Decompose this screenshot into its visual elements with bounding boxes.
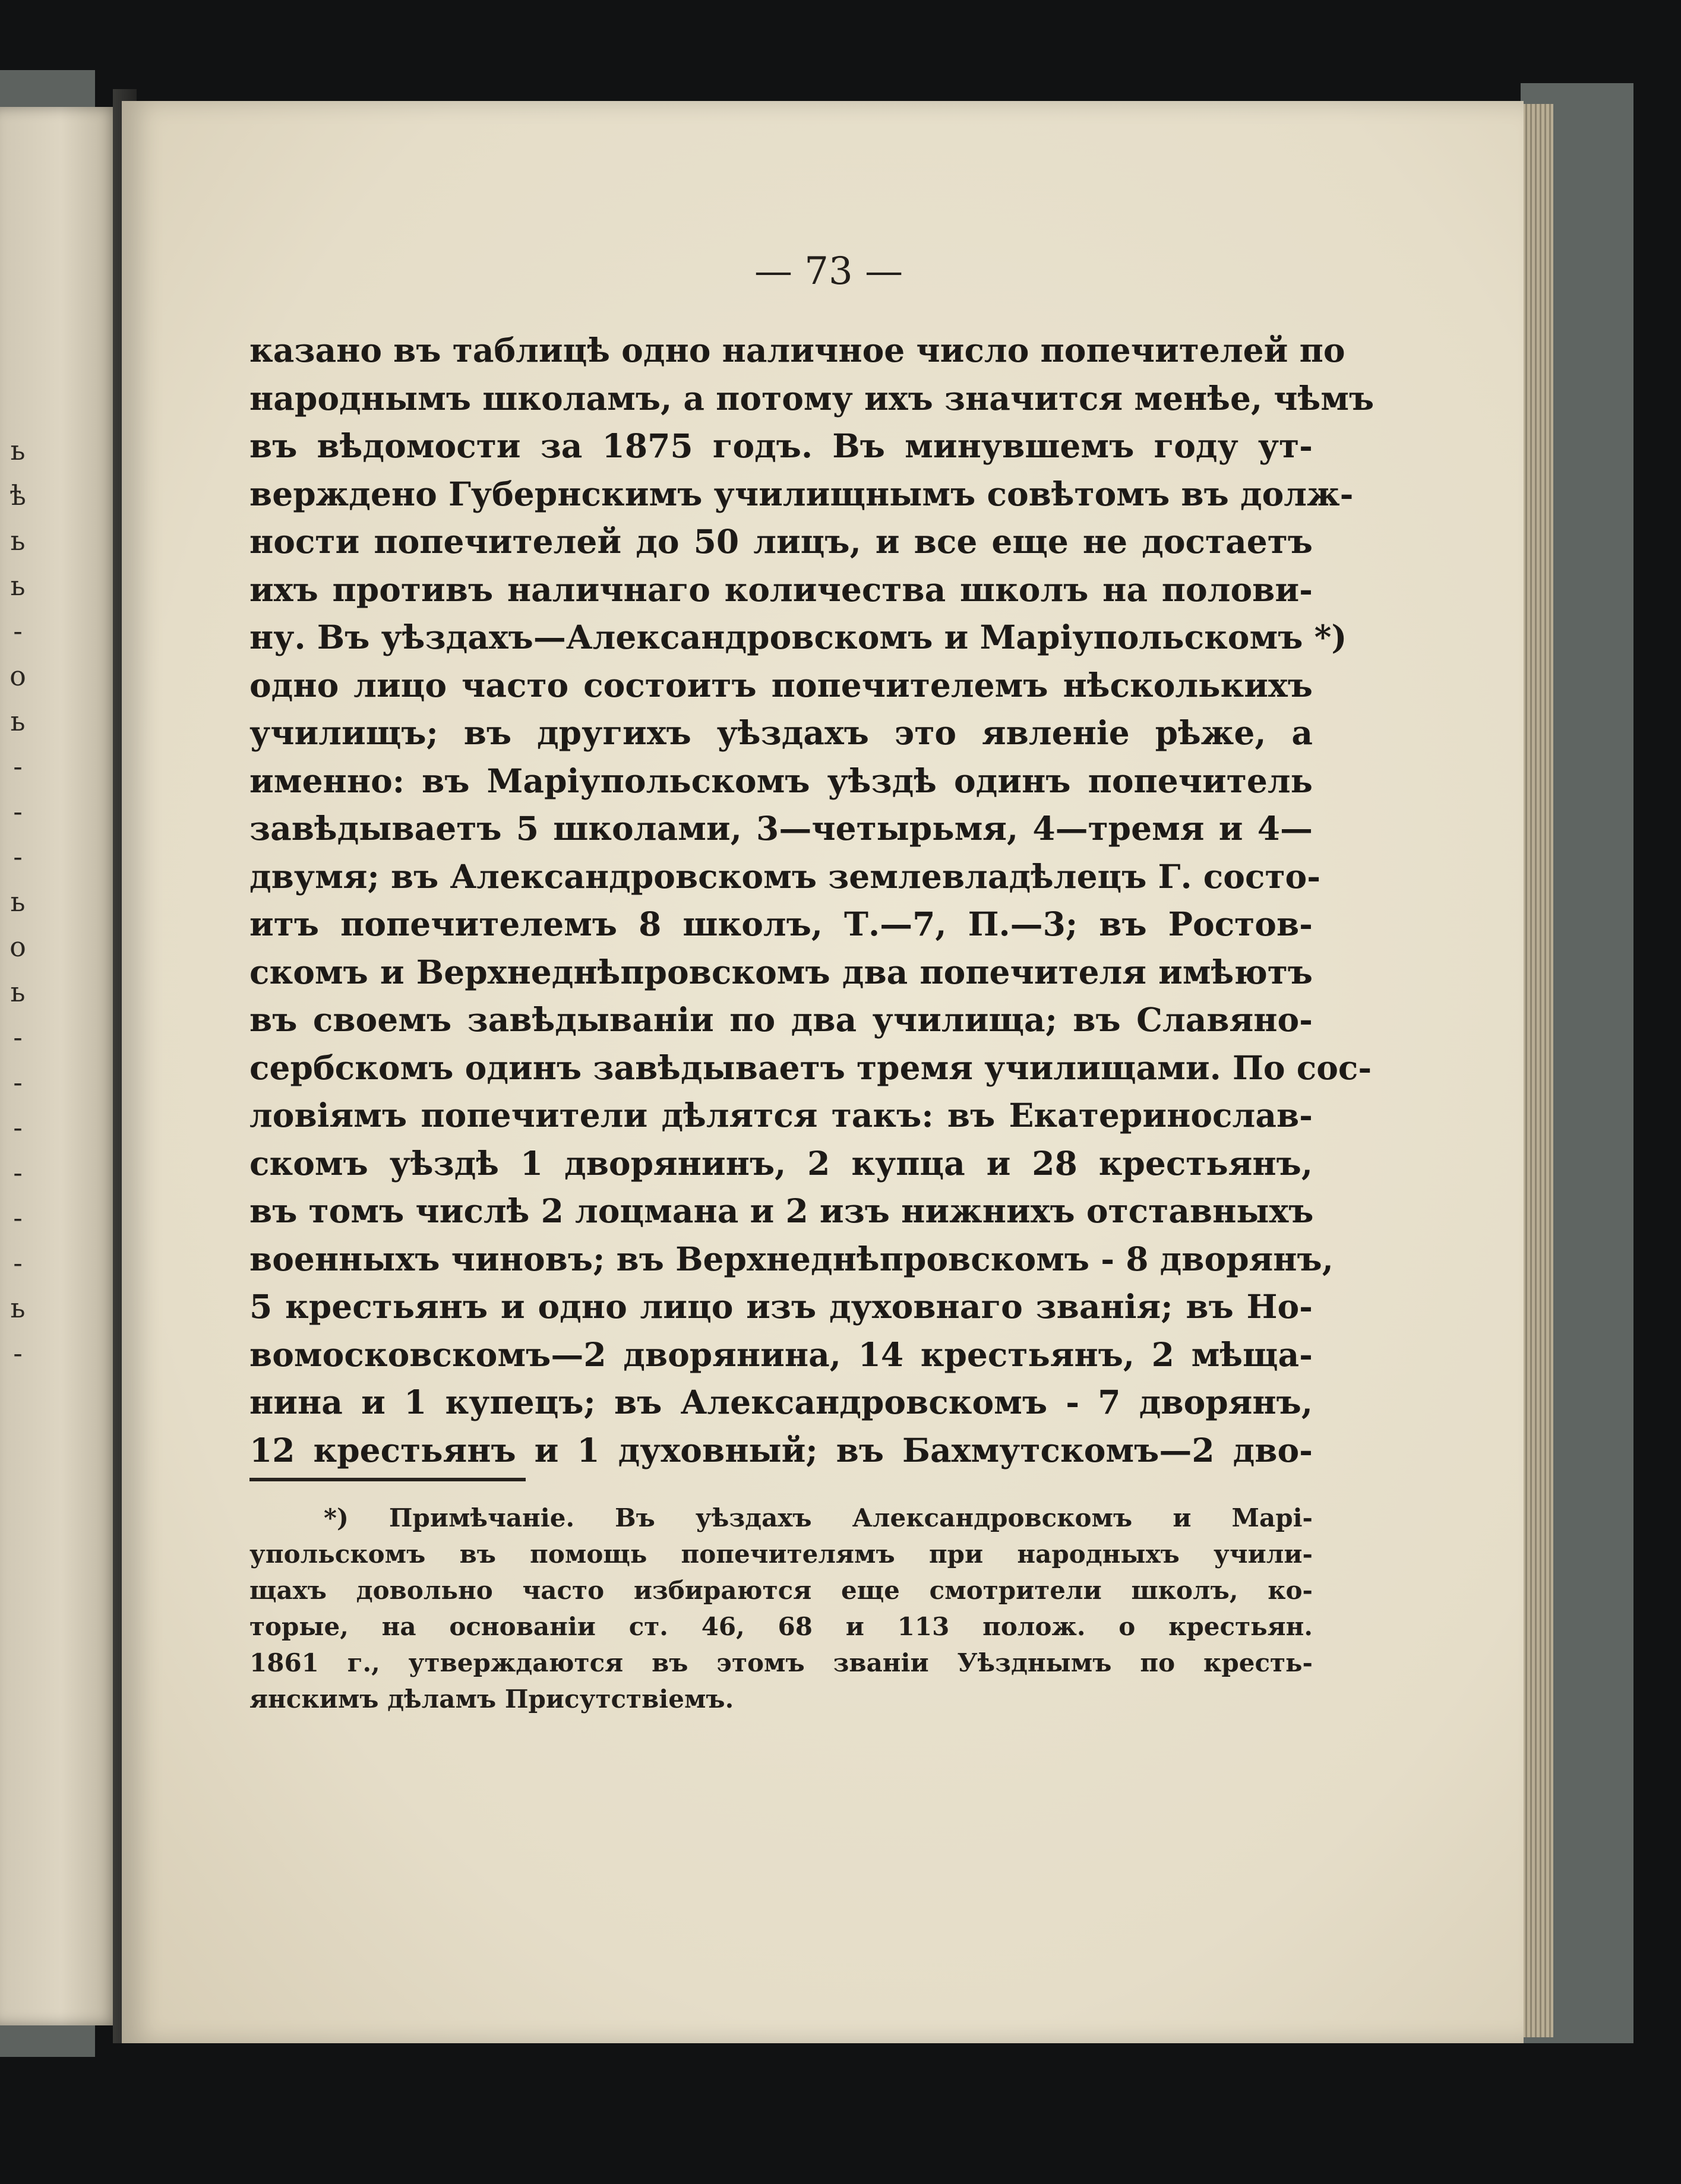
previous-page-fragment: -: [13, 1021, 23, 1053]
body-line: ну. Въ уѣздахъ—Александровскомъ и Маріупольскомъ *): [249, 618, 1347, 656]
body-line: итъ попечителемъ 8 школъ, Т.—7, П.—3; въ Ростов-: [249, 905, 1313, 943]
body-line: сербскомъ одинъ завѣдываетъ тремя училищами. По сос-: [249, 1048, 1372, 1087]
previous-page-fragment: -: [13, 1247, 23, 1279]
previous-page-fragment: -: [13, 615, 23, 647]
footnote-line: 1861 г., утверждаются въ этомъ званіи Уѣзднымъ по кресть-: [249, 1648, 1313, 1677]
previous-page-fragment: -: [13, 1111, 23, 1143]
footnote-divider: [249, 1478, 526, 1481]
previous-page-fragment: ь: [10, 1292, 26, 1324]
footnote-line: упольскомъ въ помощь попечителямъ при народныхъ учили-: [249, 1540, 1313, 1569]
body-line: казано въ таблицѣ одно наличное число попечителей по: [249, 331, 1345, 369]
previous-page-fragment: ь: [10, 976, 26, 1008]
previous-page-fragment: ь: [10, 705, 26, 737]
body-text: [249, 327, 1374, 1474]
body-line: ности попечителей до 50 лицъ, и все еще не достаетъ: [249, 522, 1313, 561]
previous-page-fragment: -: [13, 1337, 23, 1369]
previous-page-fragment: ь: [10, 886, 26, 918]
body-line: 5 крестьянъ и одно лицо изъ духовнаго званія; въ Но-: [249, 1287, 1313, 1326]
body-line: вомосковскомъ—2 дворянина, 14 крестьянъ, 2 мѣща-: [249, 1335, 1313, 1374]
previous-page-fragment: -: [13, 1066, 23, 1098]
previous-page-fragment: -: [13, 795, 23, 827]
body-line: ихъ противъ наличнаго количества школъ на полови-: [249, 570, 1313, 609]
body-line: завѣдываетъ 5 школами, 3—четырьмя, 4—тремя и 4—: [249, 809, 1313, 848]
body-line: въ томъ числѣ 2 лоцмана и 2 изъ нижнихъ отставныхъ: [249, 1191, 1314, 1230]
previous-page-fragment: ѣ: [10, 479, 26, 511]
previous-page-fragment: о: [10, 931, 26, 963]
footnote-line: *) Примѣчаніе. Въ уѣздахъ Александровскомъ и Марі-: [324, 1503, 1313, 1532]
previous-page-fragment: о: [10, 660, 26, 692]
body-line: двумя; въ Александровскомъ землевладѣлецъ Г. состо-: [249, 856, 1321, 896]
body-line: верждено Губернскимъ училищнымъ совѣтомъ въ долж-: [249, 474, 1354, 513]
body-line: нина и 1 купецъ; въ Александровскомъ - 7 дворянъ,: [249, 1383, 1313, 1421]
body-line: одно лицо часто состоитъ попечителемъ нѣсколькихъ: [249, 665, 1313, 704]
body-line: народнымъ школамъ, а потому ихъ значится менѣе, чѣмъ: [249, 378, 1374, 418]
body-line: въ вѣдомости за 1875 годъ. Въ минувшемъ году ут-: [249, 426, 1313, 465]
previous-page-fragments: [0, 428, 36, 1376]
body-line: ловіямъ попечители дѣлятся такъ: въ Екатеринослав-: [249, 1096, 1313, 1134]
previous-page-fragment: -: [13, 750, 23, 782]
previous-page-fragment: -: [13, 840, 23, 873]
previous-page-fragment: ь: [10, 434, 26, 466]
body-line: именно: въ Маріупольскомъ уѣздѣ одинъ попечитель: [249, 761, 1313, 800]
body-line: училищъ; въ другихъ уѣздахъ это явленіе рѣже, а: [249, 713, 1313, 752]
page-number: — 73 —: [754, 249, 903, 293]
footnote: [249, 1500, 1313, 1717]
previous-page-edge: [0, 107, 122, 2025]
footnote-line: торые, на основаніи ст. 46, 68 и 113 полож. о крестьян.: [249, 1612, 1313, 1641]
body-line: скомъ и Верхнеднѣпровскомъ два попечителя имѣютъ: [249, 952, 1313, 991]
book-page: [122, 101, 1524, 2043]
previous-page-fragment: ь: [10, 524, 26, 557]
body-line: въ своемъ завѣдываніи по два училища; въ Славяно-: [249, 1000, 1313, 1039]
footnote-line: янскимъ дѣламъ Присутствіемъ.: [249, 1684, 734, 1714]
previous-page-fragment: ь: [10, 570, 26, 602]
body-line: скомъ уѣздѣ 1 дворянинъ, 2 купца и 28 крестьянъ,: [249, 1143, 1313, 1183]
previous-page-fragment: -: [13, 1202, 23, 1234]
previous-page-fragment: -: [13, 1156, 23, 1189]
footnote-line: щахъ довольно часто избираются еще смотрители школъ, ко-: [249, 1576, 1313, 1605]
body-line: военныхъ чиновъ; въ Верхнеднѣпровскомъ - 8 дворянъ,: [249, 1239, 1334, 1278]
body-line: 12 крестьянъ и 1 духовный; въ Бахмутскомъ—2 дво-: [249, 1430, 1313, 1469]
